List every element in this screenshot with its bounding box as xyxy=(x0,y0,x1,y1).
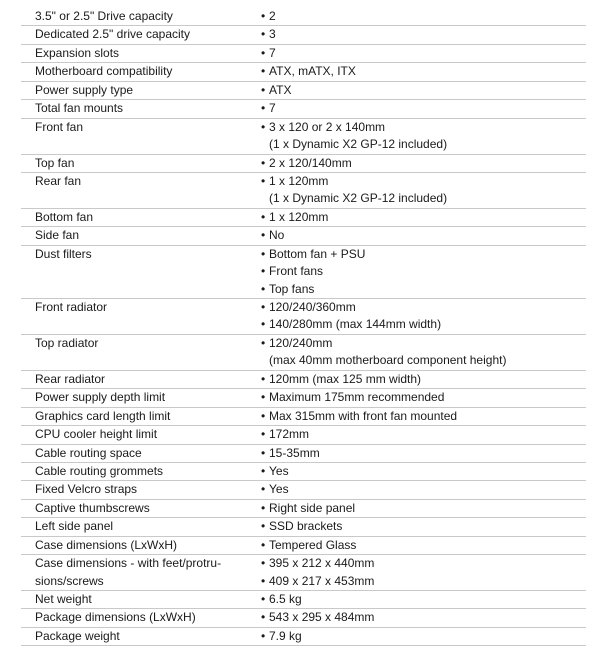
bullet-icon: • xyxy=(261,281,266,296)
bullet-icon: • xyxy=(261,317,266,332)
spec-value xyxy=(261,246,586,263)
bullet-icon: • xyxy=(261,264,266,279)
spec-line xyxy=(21,227,586,244)
spec-value xyxy=(261,463,586,480)
spec-line xyxy=(21,445,586,462)
spec-label: Expansion slots xyxy=(35,45,120,60)
spec-line xyxy=(21,209,586,226)
spec-value-text: No xyxy=(269,228,285,243)
spec-label: Dust filters xyxy=(35,246,92,261)
spec-row xyxy=(21,481,586,499)
spec-value-text: 120/240/360mm xyxy=(269,300,356,314)
spec-label: Motherboard compatibility xyxy=(35,64,173,79)
spec-row xyxy=(21,628,586,646)
bullet-icon: • xyxy=(261,300,266,314)
bullet-icon: • xyxy=(261,209,266,224)
spec-line xyxy=(21,263,586,280)
spec-value-text: ATX xyxy=(269,82,292,97)
spec-value-note: (1 x Dynamic X2 GP-12 included) xyxy=(269,137,448,152)
spec-value-note: (1 x Dynamic X2 GP-12 included) xyxy=(269,191,448,206)
spec-line xyxy=(21,82,586,99)
spec-line xyxy=(21,26,586,43)
bullet-icon: • xyxy=(261,246,266,261)
spec-label xyxy=(21,263,261,280)
spec-value xyxy=(261,555,586,572)
spec-label: Package weight xyxy=(35,628,120,643)
spec-line xyxy=(21,299,586,316)
spec-row xyxy=(21,389,586,407)
bullet-icon: • xyxy=(261,408,266,423)
bullet-icon: • xyxy=(261,390,266,405)
spec-label: Cable routing grommets xyxy=(35,463,164,478)
spec-line xyxy=(21,408,586,425)
spec-value-text: 120mm (max 125 mm width) xyxy=(269,371,422,386)
spec-value xyxy=(261,371,586,388)
spec-value xyxy=(261,316,586,333)
spec-value-text: 409 x 217 x 453mm xyxy=(269,573,375,588)
spec-value-text: Tempered Glass xyxy=(269,537,357,552)
spec-value-note: (max 40mm motherboard component height) xyxy=(269,353,507,368)
spec-value xyxy=(261,481,586,498)
spec-line xyxy=(21,155,586,172)
spec-row xyxy=(21,537,586,555)
bullet-icon: • xyxy=(261,27,266,42)
spec-row xyxy=(21,63,586,81)
spec-line xyxy=(21,190,586,207)
spec-value xyxy=(261,500,586,517)
spec-value xyxy=(261,628,586,645)
spec-value-text: Maximum 175mm recommended xyxy=(269,390,445,405)
spec-line xyxy=(21,518,586,535)
spec-value-text: Top fans xyxy=(269,281,315,296)
bullet-icon: • xyxy=(261,228,266,243)
spec-value-text: Yes xyxy=(269,482,289,497)
spec-line xyxy=(21,628,586,645)
bullet-icon: • xyxy=(261,45,266,60)
spec-value xyxy=(261,190,586,207)
spec-value-text: 3 x 120 or 2 x 140mm xyxy=(269,119,386,134)
spec-value xyxy=(261,8,586,25)
spec-value xyxy=(261,45,586,62)
spec-row xyxy=(21,426,586,444)
spec-value xyxy=(261,155,586,172)
spec-value xyxy=(261,335,586,352)
spec-line xyxy=(21,100,586,117)
spec-value xyxy=(261,408,586,425)
spec-value-text: 543 x 295 x 484mm xyxy=(269,610,375,625)
spec-value xyxy=(261,119,586,136)
bullet-icon: • xyxy=(261,9,266,23)
spec-label xyxy=(21,281,261,298)
spec-label: Net weight xyxy=(35,592,92,606)
spec-value-text: SSD brackets xyxy=(269,519,343,534)
spec-value xyxy=(261,281,586,298)
spec-value xyxy=(261,445,586,462)
spec-label: CPU cooler height limit xyxy=(35,427,158,442)
spec-value-text: ATX, mATX, ITX xyxy=(269,64,356,79)
spec-value-text: 1 x 120mm xyxy=(269,173,329,188)
spec-value-text: 7.9 kg xyxy=(269,628,302,643)
spec-label: Total fan mounts xyxy=(35,101,124,116)
bullet-icon: • xyxy=(261,482,266,497)
spec-value xyxy=(261,299,586,316)
spec-value xyxy=(261,136,586,153)
spec-value-text: Yes xyxy=(269,463,289,478)
spec-line xyxy=(21,500,586,517)
bullet-icon: • xyxy=(261,101,266,116)
spec-value xyxy=(261,352,586,369)
spec-row xyxy=(21,445,586,463)
spec-label: Front fan xyxy=(35,119,84,134)
spec-value-text: 1 x 120mm xyxy=(269,209,329,224)
spec-line xyxy=(21,481,586,498)
spec-value-text: 172mm xyxy=(269,427,310,442)
spec-line xyxy=(21,63,586,80)
spec-label: Top fan xyxy=(35,155,75,170)
bullet-icon: • xyxy=(261,155,266,170)
spec-line xyxy=(21,371,586,388)
spec-line xyxy=(21,281,586,298)
spec-line xyxy=(21,8,586,25)
spec-label xyxy=(21,316,261,333)
spec-value-text: 140/280mm (max 144mm width) xyxy=(269,317,442,332)
spec-label: Rear radiator xyxy=(35,371,106,386)
spec-line xyxy=(21,537,586,554)
bullet-icon: • xyxy=(261,445,266,460)
spec-value-text: Bottom fan + PSU xyxy=(269,246,366,261)
spec-line xyxy=(21,136,586,153)
spec-value xyxy=(261,209,586,226)
spec-line xyxy=(21,591,586,608)
spec-value-text: 3 xyxy=(269,27,276,42)
spec-label: Power supply type xyxy=(35,82,134,97)
spec-value xyxy=(261,227,586,244)
bullet-icon: • xyxy=(261,519,266,534)
bullet-icon: • xyxy=(261,610,266,625)
bullet-icon: • xyxy=(261,82,266,97)
spec-value xyxy=(261,573,586,590)
spec-label: Top radiator xyxy=(35,335,99,350)
spec-label xyxy=(21,136,261,153)
spec-label: Rear fan xyxy=(35,173,82,188)
spec-label: Fixed Velcro straps xyxy=(35,482,138,497)
spec-line xyxy=(21,119,586,136)
spec-label: Front radiator xyxy=(35,300,108,314)
spec-value-text: 395 x 212 x 440mm xyxy=(269,556,375,571)
spec-label: Bottom fan xyxy=(35,209,94,224)
spec-row xyxy=(21,82,586,100)
spec-label: Case dimensions - with feet/protru- xyxy=(35,556,222,571)
spec-row xyxy=(21,26,586,44)
spec-table xyxy=(21,8,586,646)
bullet-icon: • xyxy=(261,592,266,606)
spec-label: Side fan xyxy=(35,228,80,243)
spec-row xyxy=(21,371,586,389)
spec-line xyxy=(21,555,586,572)
bullet-icon: • xyxy=(261,427,266,442)
spec-line xyxy=(21,609,586,626)
spec-label xyxy=(21,190,261,207)
spec-value-text: Front fans xyxy=(269,264,324,279)
spec-label: Graphics card length limit xyxy=(35,408,171,423)
spec-value xyxy=(261,82,586,99)
spec-label: Case dimensions (LxWxH) xyxy=(35,537,178,552)
spec-line xyxy=(21,463,586,480)
spec-row xyxy=(21,609,586,627)
spec-value-text: 120/240mm xyxy=(269,335,333,350)
spec-value xyxy=(261,100,586,117)
bullet-icon: • xyxy=(261,371,266,386)
spec-label: Left side panel xyxy=(35,519,114,534)
spec-line xyxy=(21,316,586,333)
spec-value xyxy=(261,426,586,443)
spec-line xyxy=(21,352,586,369)
spec-label: Dedicated 2.5" drive capacity xyxy=(35,27,191,42)
spec-row xyxy=(21,463,586,481)
spec-row xyxy=(21,555,586,591)
spec-row xyxy=(21,591,586,609)
bullet-icon: • xyxy=(261,173,266,188)
spec-line xyxy=(21,389,586,406)
spec-value xyxy=(261,537,586,554)
spec-label: Package dimensions (LxWxH) xyxy=(35,610,196,625)
spec-row xyxy=(21,227,586,245)
spec-row xyxy=(21,45,586,63)
bullet-icon: • xyxy=(261,335,266,350)
spec-row xyxy=(21,299,586,335)
spec-value xyxy=(261,173,586,190)
spec-row xyxy=(21,100,586,118)
spec-value xyxy=(261,518,586,535)
spec-row xyxy=(21,155,586,173)
spec-value xyxy=(261,63,586,80)
spec-row xyxy=(21,500,586,518)
spec-value-text: 6.5 kg xyxy=(269,592,302,606)
spec-value-text: 15-35mm xyxy=(269,445,320,460)
spec-row xyxy=(21,246,586,299)
spec-row xyxy=(21,408,586,426)
spec-value xyxy=(261,389,586,406)
spec-value-text: 2 xyxy=(269,9,276,23)
spec-value xyxy=(261,26,586,43)
spec-row xyxy=(21,119,586,155)
spec-value-text: 7 xyxy=(269,45,276,60)
spec-value xyxy=(261,609,586,626)
spec-row xyxy=(21,8,586,26)
spec-label: Cable routing space xyxy=(35,445,142,460)
spec-line xyxy=(21,573,586,590)
spec-line xyxy=(21,335,586,352)
spec-value xyxy=(261,591,586,608)
spec-line xyxy=(21,426,586,443)
bullet-icon: • xyxy=(261,119,266,134)
spec-line xyxy=(21,45,586,62)
spec-label: Captive thumbscrews xyxy=(35,500,150,515)
bullet-icon: • xyxy=(261,628,266,643)
spec-value xyxy=(261,263,586,280)
spec-row xyxy=(21,209,586,227)
bullet-icon: • xyxy=(261,500,266,515)
bullet-icon: • xyxy=(261,556,266,571)
spec-row xyxy=(21,173,586,209)
bullet-icon: • xyxy=(261,573,266,588)
spec-value-text: Max 315mm with front fan mounted xyxy=(269,408,458,423)
spec-label: Power supply depth limit xyxy=(35,390,166,405)
spec-value-text: 7 xyxy=(269,101,276,116)
spec-row xyxy=(21,518,586,536)
spec-value-text: 2 x 120/140mm xyxy=(269,155,352,170)
spec-label xyxy=(21,352,261,369)
spec-label: sions/screws xyxy=(35,573,104,588)
bullet-icon: • xyxy=(261,463,266,478)
spec-value-text: Right side panel xyxy=(269,500,356,515)
bullet-icon: • xyxy=(261,537,266,552)
spec-line xyxy=(21,246,586,263)
spec-label: 3.5" or 2.5" Drive capacity xyxy=(35,9,173,23)
bullet-icon: • xyxy=(261,64,266,79)
spec-line xyxy=(21,173,586,190)
spec-row xyxy=(21,335,586,371)
